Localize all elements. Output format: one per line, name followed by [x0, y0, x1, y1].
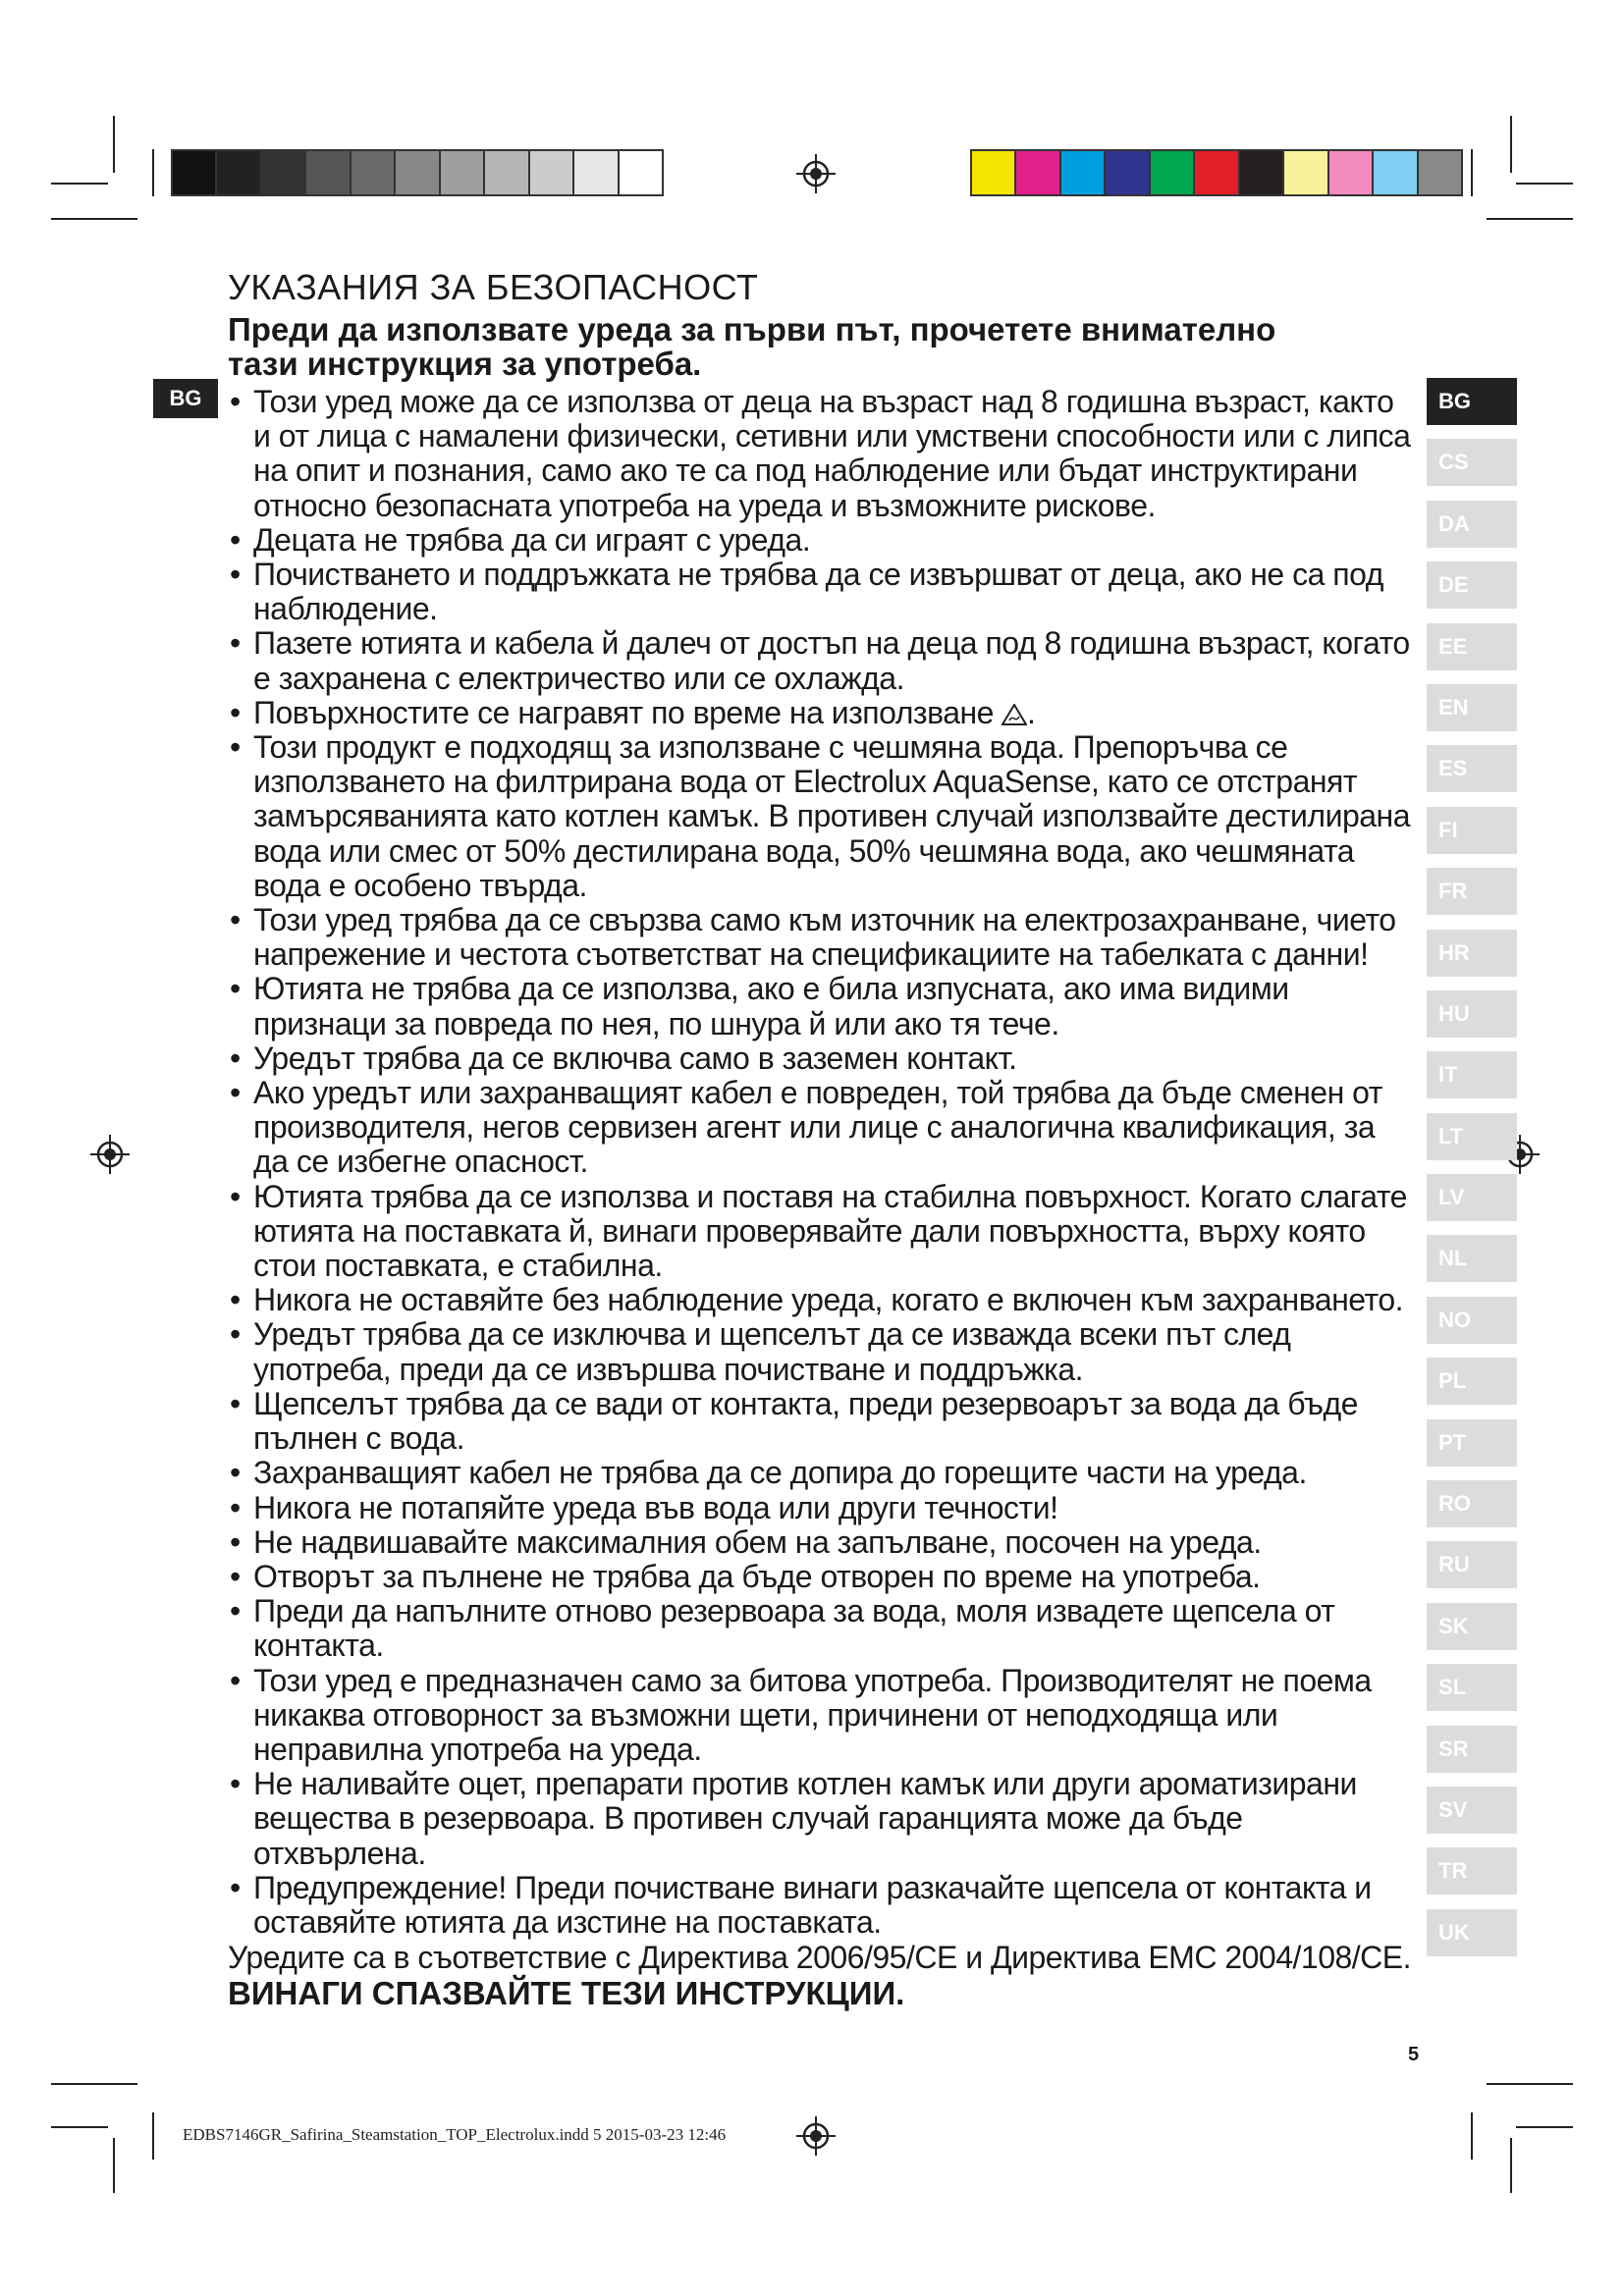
language-tab-da[interactable]: DA	[1427, 501, 1517, 548]
instruction-item: • Повърхностите се награвят по време на използване .	[228, 696, 1416, 730]
color-swatch	[574, 151, 619, 194]
color-swatch	[1374, 151, 1418, 194]
language-tab-pl[interactable]: PL	[1427, 1358, 1517, 1405]
crop-mark	[1471, 2112, 1473, 2160]
closing-warning: ВИНАГИ СПАЗВАЙТЕ ТЕЗИ ИНСТРУКЦИИ.	[228, 1975, 905, 2012]
language-tab-lt[interactable]: LT	[1427, 1113, 1517, 1160]
color-swatch	[972, 151, 1016, 194]
color-swatch	[441, 151, 485, 194]
instruction-item: • Децата не трябва да си играят с уреда.	[228, 523, 1416, 558]
language-tab-fi[interactable]: FI	[1427, 807, 1517, 854]
color-swatch	[1284, 151, 1328, 194]
color-swatch	[306, 151, 351, 194]
crop-mark	[152, 2112, 154, 2160]
language-tab-no[interactable]: NO	[1427, 1297, 1517, 1344]
hot-surface-warning-icon	[1001, 704, 1027, 725]
language-tab-pt[interactable]: PT	[1427, 1419, 1517, 1467]
language-tab-bg[interactable]: BG	[1427, 378, 1517, 425]
instruction-item: • Пазете ютията и кабела й далеч от достъп на деца под 8 годишна възраст, когато е захранена с електричество или се охлажда.	[228, 626, 1416, 695]
language-tab-hr[interactable]: HR	[1427, 930, 1517, 977]
instruction-item: • Преди да напълните отново резервоара за вода, моля извадете щепсела от контакта.	[228, 1594, 1416, 1663]
instruction-item: • Ако уредът или захранващият кабел е повреден, той трябва да бъде сменен от производителя, негов сервизен агент или лице с аналогична квалификация, за да се избегне опасност.	[228, 1076, 1416, 1180]
safety-instructions	[228, 267, 1416, 2012]
instruction-item: • Ютията не трябва да се използва, ако е била изпусната, ако има видими признаци за повреда по нея, по шнура й или ако тя тече.	[228, 972, 1416, 1041]
instruction-item: • Никога не оставяйте без наблюдение уреда, когато е включен към захранването.	[228, 1283, 1416, 1317]
language-tab-nl[interactable]: NL	[1427, 1235, 1517, 1282]
grayscale-calibration-bar	[171, 149, 664, 196]
language-badge: BG	[153, 379, 218, 418]
color-swatch	[1106, 151, 1150, 194]
instruction-item: • Уредът трябва да се включва само в заземен контакт.	[228, 1041, 1416, 1076]
language-tab-tr[interactable]: TR	[1427, 1847, 1517, 1895]
instruction-item: • Ютията трябва да се използва и поставя на стабилна повърхност. Когато слагате ютията на поставката й, винаги проверявайте дали повърхността, върху която стои поставката, е стабилна.	[228, 1180, 1416, 1284]
crop-mark	[113, 2138, 115, 2193]
color-swatch	[620, 151, 662, 194]
registration-mark-icon	[796, 154, 836, 193]
color-swatch	[1419, 151, 1461, 194]
language-tab-ee[interactable]: EE	[1427, 623, 1517, 670]
crop-mark	[113, 116, 115, 173]
instruction-list	[228, 385, 1416, 1940]
color-swatch	[352, 151, 396, 194]
language-tab-lv[interactable]: LV	[1427, 1174, 1517, 1221]
instruction-item: • Този уред може да се използва от деца на възраст над 8 годишна възраст, както и от лица с намалени физически, сетивни или умствени способности или с липса на опит и познания, само ако те са под наблюдение или бъдат инструктирани относно безопасната употреба на уреда и възможните рискове.	[228, 385, 1416, 523]
instruction-item: • Не надвишавайте максималния обем на запълване, посочен на уреда.	[228, 1525, 1416, 1560]
crop-mark	[51, 218, 137, 220]
instruction-item: • Този уред трябва да се свързва само към източник на електрозахранване, чието напрежение и честота съответстват на спецификациите на табелката с данни!	[228, 903, 1416, 972]
language-tab-de[interactable]: DE	[1427, 561, 1517, 609]
language-tab-sl[interactable]: SL	[1427, 1664, 1517, 1711]
instruction-item: • Не наливайте оцет, препарати против котлен камък или други ароматизирани вещества в резервоара. В противен случай гаранцията може да бъде отхвърлена.	[228, 1767, 1416, 1871]
language-tab-sv[interactable]: SV	[1427, 1787, 1517, 1834]
crop-mark	[51, 2083, 137, 2085]
color-swatch	[396, 151, 440, 194]
language-tab-en[interactable]: EN	[1427, 684, 1517, 731]
crop-mark	[1471, 149, 1473, 196]
crop-mark	[1487, 2083, 1573, 2085]
instruction-item: • Почистването и поддръжката не трябва да се извършват от деца, ако не са под наблюдение.	[228, 558, 1416, 626]
instruction-item: • Никога не потапяйте уреда във вода или други течности!	[228, 1491, 1416, 1525]
color-swatch	[1061, 151, 1106, 194]
instruction-item: • Отворът за пълнене не трябва да бъде отворен по време на употреба.	[228, 1560, 1416, 1594]
instruction-item: • Уредът трябва да се изключва и щепселът да се изважда всеки път след употреба, преди да се извършва почистване и поддръжка.	[228, 1317, 1416, 1386]
color-swatch	[173, 151, 217, 194]
color-swatch	[1195, 151, 1239, 194]
language-tab-hu[interactable]: HU	[1427, 990, 1517, 1038]
color-swatch	[1016, 151, 1060, 194]
instruction-item: • Захранващият кабел не трябва да се допира до горещите части на уреда.	[228, 1456, 1416, 1490]
color-calibration-bar	[970, 149, 1463, 196]
color-swatch	[1151, 151, 1195, 194]
crop-mark	[1487, 218, 1573, 220]
registration-mark-icon	[796, 2116, 836, 2156]
language-tabs	[1427, 378, 1517, 1970]
registration-mark-icon	[90, 1135, 130, 1174]
instruction-item: • Щепселът трябва да се вади от контакта, преди резервоарът за вода да бъде пълнен с вода.	[228, 1387, 1416, 1456]
language-tab-uk[interactable]: UK	[1427, 1909, 1517, 1956]
language-tab-cs[interactable]: CS	[1427, 439, 1517, 486]
language-tab-fr[interactable]: FR	[1427, 868, 1517, 915]
language-tab-sk[interactable]: SK	[1427, 1603, 1517, 1650]
color-swatch	[1240, 151, 1284, 194]
crop-mark	[1516, 2126, 1573, 2128]
instruction-item: • Този продукт е подходящ за използване с чешмяна вода. Препоръчва се използването на филтрирана вода от Electrolux AquaSense, като се отстранят замърсяванията като котлен камък. В противен случай използвайте дестилирана вода или смес от 50% дестилирана вода, 50% чешмяна вода, ако чешмяната вода е особено твърда.	[228, 730, 1416, 903]
crop-mark	[51, 183, 108, 185]
subtitle: Преди да използвате уреда за първи път, прочетете внимателно тази инструкция за употреба.	[228, 311, 1276, 382]
print-footer: EDBS7146GR_Safirina_Steamstation_TOP_Electrolux.indd 5 2015-03-23 12:46	[183, 2125, 727, 2144]
instruction-item: • Този уред е предназначен само за битова употреба. Производителят не поема никаква отговорност за възможни щети, причинени от неподходяща или неправилна употреба на уреда.	[228, 1664, 1416, 1768]
instruction-item: • Предупреждение! Преди почистване винаги разкачайте щепсела от контакта и оставяйте ютията да изстине на поставката.	[228, 1871, 1416, 1940]
crop-mark	[152, 149, 154, 196]
color-swatch	[217, 151, 261, 194]
color-swatch	[1329, 151, 1374, 194]
language-tab-sr[interactable]: SR	[1427, 1726, 1517, 1773]
color-swatch	[262, 151, 306, 194]
color-swatch	[485, 151, 529, 194]
language-tab-it[interactable]: IT	[1427, 1051, 1517, 1098]
page-title: УКАЗАНИЯ ЗА БЕЗОПАСНОСТ	[228, 267, 759, 307]
language-tab-es[interactable]: ES	[1427, 745, 1517, 792]
crop-mark	[1510, 2138, 1512, 2193]
page-number: 5	[1408, 2044, 1420, 2065]
language-tab-ru[interactable]: RU	[1427, 1541, 1517, 1588]
crop-mark	[1510, 116, 1512, 173]
crop-mark	[1516, 183, 1573, 185]
compliance-statement: Уредите са в съответствие с Директива 2006/95/CE и Директива EMC 2004/108/CE.	[228, 1940, 1412, 1976]
color-swatch	[530, 151, 574, 194]
language-tab-ro[interactable]: RO	[1427, 1480, 1517, 1527]
crop-mark	[51, 2126, 108, 2128]
